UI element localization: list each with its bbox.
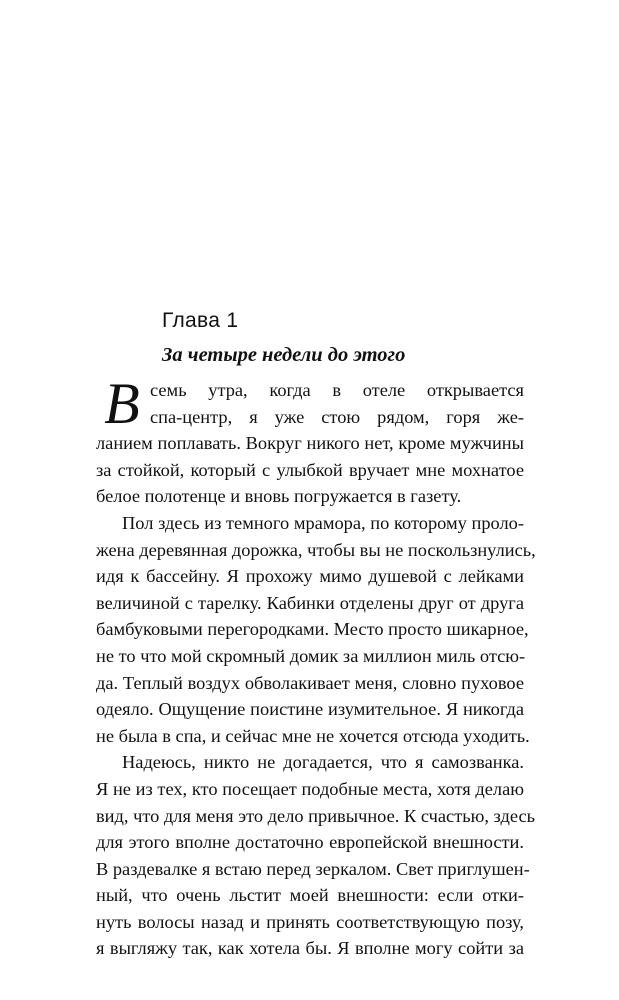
text-line: нуть волосы назад и принять соответствующую позу,: [96, 911, 524, 932]
text-line: не была в спа, и сейчас мне не хочется отсюда уходить.: [96, 725, 530, 746]
paragraph-3: [96, 749, 536, 962]
text-line: жена деревянная дорожка, чтобы вы не поскользнулись,: [96, 539, 536, 560]
text-line: Надеюсь, никто не догадается, что я самозванка.: [122, 752, 524, 773]
text-line: семь утра, когда в отеле открывается: [150, 380, 524, 400]
drop-cap: В: [104, 371, 140, 436]
text-line: Я не из тех, кто посещает подобные места, хотя делаю: [96, 778, 524, 799]
text-line: белое полотенце и вновь погружается в газету.: [96, 486, 462, 507]
text-line: за стойкой, который с улыбкой вручает мне мохнатое: [96, 459, 524, 480]
text-line: ланием поплавать. Вокруг никого нет, кроме мужчины: [96, 433, 524, 454]
text-line: да. Теплый воздух обволакивает меня, словно пуховое: [96, 672, 524, 693]
text-line: бамбуковыми перегородками. Место просто шикарное,: [96, 619, 529, 640]
text-line: идя к бассейну. Я прохожу мимо душевой с лейками: [96, 566, 524, 587]
text-line: для этого вполне достаточно европейской внешности.: [96, 832, 524, 853]
text-line: ный, что очень льстит моей внешности: если отки-: [96, 885, 524, 906]
text-line: одеяло. Ощущение поистине изумительное. Я никогда: [96, 699, 524, 720]
text-line: я выгляжу так, как хотела бы. Я вполне могу сойти за: [96, 938, 524, 959]
chapter-title: Глава 1: [162, 309, 239, 332]
text-line: не то что мой скромный домик за миллион миль отсю-: [96, 645, 526, 666]
text-line: вид, что для меня это дело привычное. К счастью, здесь: [96, 805, 536, 826]
text-line: величиной с тарелку. Кабинки отделены друг от друга: [96, 592, 524, 613]
paragraph-1: [96, 371, 524, 510]
chapter-subtitle: За четыре недели до этого: [162, 344, 406, 366]
text-line: В раздевалке я встаю перед зеркалом. Свет приглушен-: [96, 858, 530, 879]
text-line: Пол здесь из темного мрамора, по которому проло-: [122, 512, 524, 533]
body-text: [96, 371, 536, 962]
text-line: спа-центр, я уже стою рядом, горя же-: [150, 406, 524, 427]
paragraph-2: [96, 510, 536, 749]
